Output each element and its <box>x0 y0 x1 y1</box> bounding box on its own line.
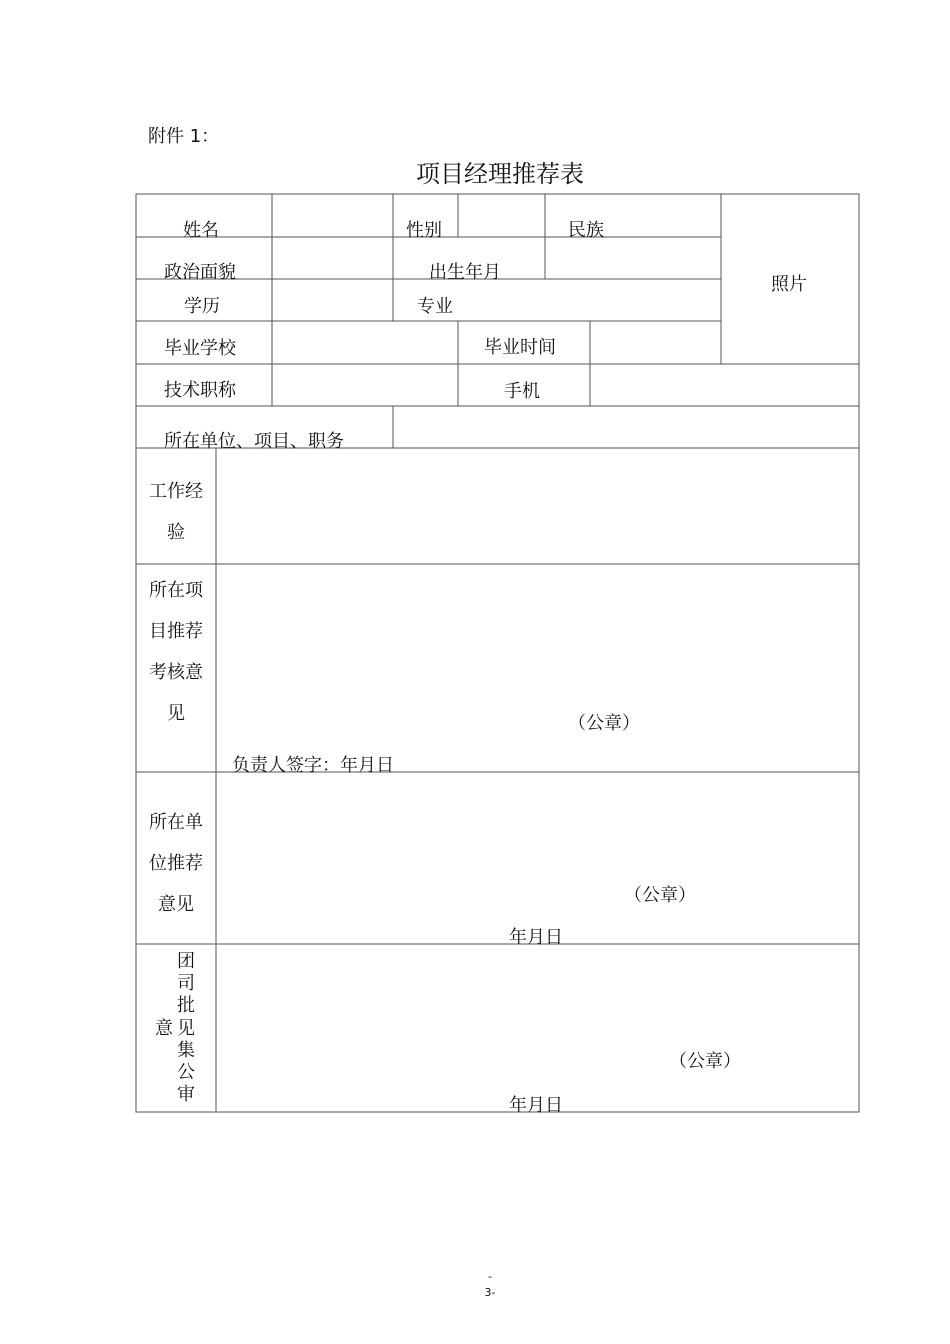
label-line: 目推荐 <box>149 621 203 642</box>
group-char: 团 <box>177 951 195 972</box>
project-seal: （公章） <box>568 713 640 734</box>
group-char: 见 <box>177 1018 195 1039</box>
phone-label: 手机 <box>504 381 540 402</box>
label-line: 工作经 <box>149 481 203 502</box>
page-dash: - <box>488 1270 492 1283</box>
label-line: 见 <box>167 703 185 724</box>
group-char: 审 <box>177 1084 195 1105</box>
attachment-label: 附件 1： <box>148 126 220 147</box>
unit-opinion-label <box>136 802 216 925</box>
label-line: 意见 <box>158 894 194 915</box>
name-label: 姓名 <box>183 220 219 241</box>
technical-title-label: 技术职称 <box>164 380 236 401</box>
group-char: 集 <box>177 1040 195 1061</box>
political-status-label: 政治面貌 <box>164 262 236 283</box>
group-date: 年月日 <box>509 1095 563 1116</box>
unit-position-label: 所在单位、项目、职务 <box>164 431 344 452</box>
work-experience-label <box>136 471 216 553</box>
group-char: 批 <box>177 995 195 1016</box>
label-line: 所在项 <box>149 580 203 601</box>
label-line: 所在单 <box>149 812 203 833</box>
graduation-time-label: 毕业时间 <box>484 337 556 358</box>
photo-label: 照片 <box>771 274 807 295</box>
group-char: 公 <box>177 1062 195 1083</box>
group-char: 意 <box>155 1018 173 1039</box>
group-seal: （公章） <box>669 1051 741 1072</box>
label-line: 考核意 <box>149 662 203 683</box>
group-char: 司 <box>177 973 195 994</box>
birth-date-label: 出生年月 <box>429 262 501 283</box>
ethnicity-label: 民族 <box>568 220 604 241</box>
unit-seal: （公章） <box>624 885 696 906</box>
page-number: 3- <box>484 1286 496 1299</box>
form-title: 项目经理推荐表 <box>416 160 584 188</box>
education-label: 学历 <box>184 296 220 317</box>
unit-date: 年月日 <box>509 927 563 948</box>
label-line: 验 <box>167 522 185 543</box>
school-label: 毕业学校 <box>164 338 236 359</box>
gender-label: 性别 <box>406 220 442 241</box>
project-opinion-label <box>136 570 216 734</box>
project-signature-date: 负责人签字：年月日 <box>232 755 394 776</box>
label-line: 位推荐 <box>149 853 203 874</box>
major-label: 专业 <box>417 296 453 317</box>
